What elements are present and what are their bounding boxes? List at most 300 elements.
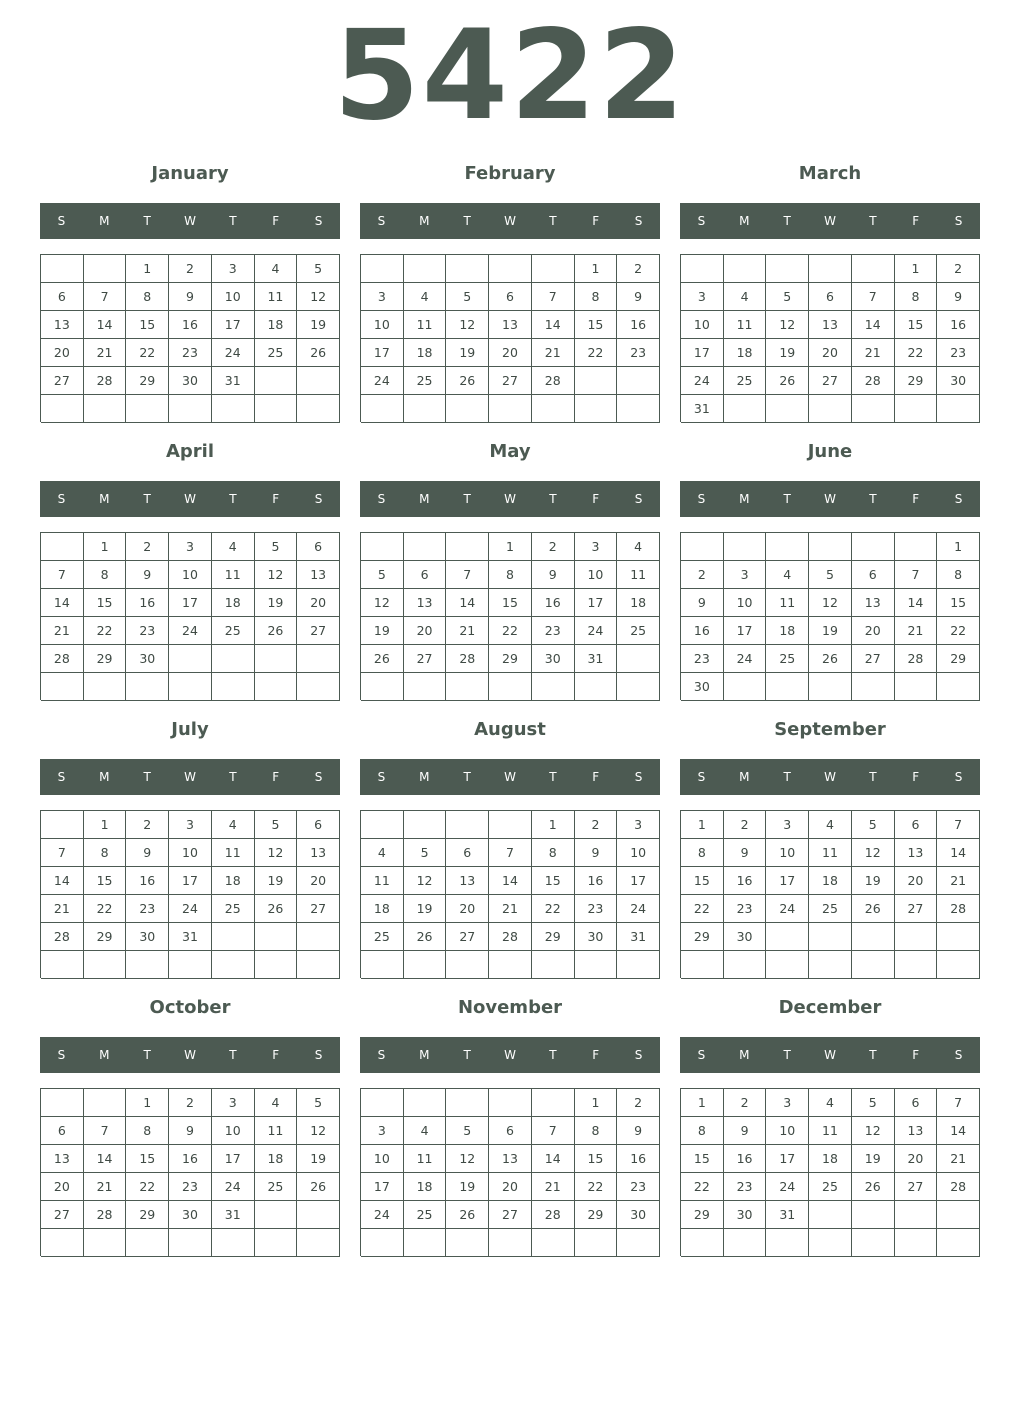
day-cell: 23: [937, 339, 980, 367]
day-cell: 29: [126, 1201, 169, 1229]
empty-cell: [809, 255, 852, 283]
day-cell: 13: [895, 839, 938, 867]
day-cell: 17: [617, 867, 660, 895]
day-cell: 19: [809, 617, 852, 645]
weekday-label: T: [463, 1048, 471, 1062]
day-cell: 27: [297, 895, 340, 923]
weekday-label: S: [377, 214, 386, 228]
day-cell: 18: [766, 617, 809, 645]
day-cell: 1: [126, 1089, 169, 1117]
day-cell: 14: [84, 311, 127, 339]
day-cell: 10: [766, 1117, 809, 1145]
weekday-label: W: [184, 1048, 196, 1062]
day-cell: 1: [84, 811, 127, 839]
day-cell: 28: [937, 1173, 980, 1201]
day-cell: 28: [446, 645, 489, 673]
month-april: [40, 437, 340, 707]
day-cell: 21: [446, 617, 489, 645]
day-cell: 20: [41, 1173, 84, 1201]
day-cell: 26: [446, 367, 489, 395]
empty-cell: [895, 673, 938, 701]
day-cell: 21: [532, 339, 575, 367]
empty-cell: [41, 1089, 84, 1117]
day-cell: 10: [724, 589, 767, 617]
empty-cell: [446, 1089, 489, 1117]
weekday-header: [680, 759, 980, 795]
weekday-label: T: [869, 770, 877, 784]
day-cell: 18: [361, 895, 404, 923]
day-cell: 11: [212, 839, 255, 867]
month-september: [680, 715, 980, 985]
day-cell: 3: [212, 255, 255, 283]
day-cell: 13: [297, 839, 340, 867]
empty-cell: [852, 1229, 895, 1257]
day-cell: 17: [766, 867, 809, 895]
weekday-label: T: [783, 770, 791, 784]
empty-cell: [446, 255, 489, 283]
day-cell: 8: [681, 839, 724, 867]
day-cell: 31: [169, 923, 212, 951]
day-cell: 22: [489, 617, 532, 645]
day-cell: 19: [766, 339, 809, 367]
empty-cell: [766, 673, 809, 701]
empty-cell: [446, 673, 489, 701]
weekday-label: M: [419, 214, 430, 228]
day-cell: 20: [297, 867, 340, 895]
day-cell: 23: [126, 617, 169, 645]
empty-cell: [297, 395, 340, 423]
empty-cell: [489, 1229, 532, 1257]
day-cell: 26: [852, 895, 895, 923]
weekday-label: S: [954, 770, 963, 784]
empty-cell: [126, 395, 169, 423]
day-cell: 25: [617, 617, 660, 645]
day-cell: 26: [766, 367, 809, 395]
weekday-label: M: [739, 1048, 750, 1062]
empty-cell: [169, 645, 212, 673]
day-cell: 22: [84, 895, 127, 923]
empty-cell: [41, 533, 84, 561]
day-cell: 23: [575, 895, 618, 923]
day-cell: 11: [361, 867, 404, 895]
day-cell: 27: [41, 1201, 84, 1229]
day-cell: 15: [937, 589, 980, 617]
empty-cell: [617, 645, 660, 673]
empty-cell: [937, 923, 980, 951]
day-cell: 24: [575, 617, 618, 645]
day-cell: 24: [212, 339, 255, 367]
day-cell: 3: [724, 561, 767, 589]
day-cell: 19: [446, 339, 489, 367]
day-cell: 25: [361, 923, 404, 951]
day-cell: 11: [617, 561, 660, 589]
day-cell: 12: [446, 1145, 489, 1173]
day-cell: 3: [617, 811, 660, 839]
empty-cell: [361, 1089, 404, 1117]
weekday-header: [40, 203, 340, 239]
day-cell: 31: [212, 1201, 255, 1229]
day-cell: 25: [212, 895, 255, 923]
weekday-label: T: [783, 1048, 791, 1062]
empty-cell: [937, 395, 980, 423]
day-cell: 16: [126, 867, 169, 895]
weekday-label: F: [912, 214, 920, 228]
day-cell: 27: [895, 1173, 938, 1201]
day-cell: 19: [361, 617, 404, 645]
day-cell: 15: [681, 867, 724, 895]
day-cell: 10: [212, 283, 255, 311]
day-cell: 21: [895, 617, 938, 645]
empty-cell: [169, 395, 212, 423]
month-january: [40, 159, 340, 429]
weekday-label: S: [697, 1048, 706, 1062]
day-cell: 24: [681, 367, 724, 395]
day-cell: 30: [126, 923, 169, 951]
weekday-label: F: [272, 214, 280, 228]
empty-cell: [724, 395, 767, 423]
day-cell: 28: [84, 1201, 127, 1229]
day-cell: 16: [575, 867, 618, 895]
empty-cell: [84, 395, 127, 423]
weekday-label: W: [504, 770, 516, 784]
day-cell: 10: [169, 561, 212, 589]
month-name: August: [474, 719, 546, 740]
day-cell: 26: [297, 339, 340, 367]
weekday-label: S: [954, 1048, 963, 1062]
empty-cell: [446, 1229, 489, 1257]
day-cell: 14: [895, 589, 938, 617]
empty-cell: [41, 395, 84, 423]
day-cell: 9: [169, 283, 212, 311]
weekday-label: T: [783, 214, 791, 228]
empty-cell: [297, 1201, 340, 1229]
empty-cell: [169, 673, 212, 701]
day-cell: 22: [681, 895, 724, 923]
empty-cell: [446, 951, 489, 979]
day-cell: 9: [126, 561, 169, 589]
day-cell: 5: [297, 1089, 340, 1117]
empty-cell: [766, 951, 809, 979]
day-cell: 22: [532, 895, 575, 923]
day-cell: 13: [446, 867, 489, 895]
day-cell: 29: [126, 367, 169, 395]
weekday-label: T: [143, 1048, 151, 1062]
day-cell: 15: [126, 311, 169, 339]
empty-cell: [489, 811, 532, 839]
empty-cell: [361, 673, 404, 701]
day-cell: 10: [361, 1145, 404, 1173]
day-cell: 29: [575, 1201, 618, 1229]
month-name: January: [151, 163, 229, 184]
day-cell: 13: [41, 311, 84, 339]
empty-cell: [895, 1229, 938, 1257]
day-cell: 20: [809, 339, 852, 367]
empty-cell: [255, 367, 298, 395]
empty-cell: [724, 255, 767, 283]
empty-cell: [575, 1229, 618, 1257]
day-cell: 5: [255, 811, 298, 839]
day-cell: 26: [255, 617, 298, 645]
day-cell: 7: [489, 839, 532, 867]
empty-cell: [809, 923, 852, 951]
day-cell: 25: [404, 367, 447, 395]
day-cell: 24: [617, 895, 660, 923]
empty-cell: [255, 1201, 298, 1229]
weekday-label: W: [824, 770, 836, 784]
weekday-label: W: [504, 492, 516, 506]
weekday-label: S: [314, 1048, 323, 1062]
day-cell: 24: [169, 617, 212, 645]
day-cell: 17: [361, 1173, 404, 1201]
empty-cell: [852, 255, 895, 283]
day-cell: 8: [84, 561, 127, 589]
empty-cell: [809, 673, 852, 701]
day-cell: 7: [446, 561, 489, 589]
day-cell: 11: [255, 1117, 298, 1145]
day-cell: 18: [809, 1145, 852, 1173]
day-cell: 15: [575, 311, 618, 339]
day-cell: 19: [297, 1145, 340, 1173]
day-cell: 10: [169, 839, 212, 867]
day-cell: 1: [84, 533, 127, 561]
day-cell: 24: [361, 1201, 404, 1229]
day-cell: 8: [575, 283, 618, 311]
day-cell: 14: [84, 1145, 127, 1173]
day-cell: 18: [255, 311, 298, 339]
day-cell: 18: [724, 339, 767, 367]
weekday-label: T: [229, 492, 237, 506]
day-cell: 21: [852, 339, 895, 367]
empty-cell: [575, 367, 618, 395]
month-december: [680, 993, 980, 1263]
empty-cell: [84, 951, 127, 979]
day-cell: 2: [617, 1089, 660, 1117]
day-cell: 6: [489, 283, 532, 311]
day-cell: 28: [84, 367, 127, 395]
day-cell: 24: [766, 895, 809, 923]
day-cell: 14: [532, 311, 575, 339]
weekday-label: S: [954, 214, 963, 228]
day-cell: 21: [489, 895, 532, 923]
weekday-label: S: [377, 492, 386, 506]
day-cell: 5: [766, 283, 809, 311]
empty-cell: [297, 1229, 340, 1257]
day-cell: 1: [489, 533, 532, 561]
empty-cell: [617, 673, 660, 701]
month-august: [360, 715, 660, 985]
day-cell: 15: [575, 1145, 618, 1173]
month-name: November: [457, 997, 563, 1018]
day-cell: 6: [446, 839, 489, 867]
day-cell: 28: [41, 923, 84, 951]
day-cell: 30: [681, 673, 724, 701]
month-name: April: [165, 441, 215, 462]
empty-cell: [361, 811, 404, 839]
day-cell: 28: [489, 923, 532, 951]
empty-cell: [852, 533, 895, 561]
day-cell: 29: [937, 645, 980, 673]
day-cell: 4: [361, 839, 404, 867]
empty-cell: [489, 255, 532, 283]
day-cell: 26: [404, 923, 447, 951]
day-cell: 4: [404, 1117, 447, 1145]
day-cell: 11: [809, 1117, 852, 1145]
day-cell: 10: [361, 311, 404, 339]
day-cell: 31: [617, 923, 660, 951]
day-cell: 5: [404, 839, 447, 867]
day-cell: 29: [681, 923, 724, 951]
day-cell: 30: [724, 1201, 767, 1229]
empty-cell: [852, 951, 895, 979]
day-grid: [360, 1088, 660, 1256]
day-cell: 27: [297, 617, 340, 645]
day-cell: 18: [809, 867, 852, 895]
day-cell: 4: [617, 533, 660, 561]
day-cell: 13: [489, 1145, 532, 1173]
weekday-header: [360, 203, 660, 239]
day-cell: 7: [84, 283, 127, 311]
day-cell: 9: [126, 839, 169, 867]
day-cell: 25: [809, 1173, 852, 1201]
day-cell: 4: [212, 533, 255, 561]
weekday-label: S: [954, 492, 963, 506]
day-cell: 24: [212, 1173, 255, 1201]
empty-cell: [532, 951, 575, 979]
day-cell: 20: [446, 895, 489, 923]
day-cell: 13: [404, 589, 447, 617]
weekday-label: F: [592, 770, 600, 784]
day-cell: 11: [404, 1145, 447, 1173]
empty-cell: [446, 533, 489, 561]
day-cell: 14: [937, 1117, 980, 1145]
day-cell: 3: [361, 283, 404, 311]
day-cell: 12: [852, 839, 895, 867]
day-cell: 11: [724, 311, 767, 339]
empty-cell: [617, 395, 660, 423]
day-cell: 17: [169, 867, 212, 895]
day-cell: 22: [126, 339, 169, 367]
empty-cell: [361, 533, 404, 561]
day-grid: [40, 532, 340, 700]
day-cell: 20: [895, 867, 938, 895]
day-grid: [360, 254, 660, 422]
weekday-label: T: [869, 1048, 877, 1062]
day-cell: 15: [532, 867, 575, 895]
day-cell: 25: [724, 367, 767, 395]
day-cell: 2: [532, 533, 575, 561]
day-cell: 21: [532, 1173, 575, 1201]
empty-cell: [532, 255, 575, 283]
day-grid: [40, 1088, 340, 1256]
day-cell: 29: [489, 645, 532, 673]
day-cell: 24: [169, 895, 212, 923]
weekday-label: W: [504, 214, 516, 228]
day-cell: 27: [404, 645, 447, 673]
day-cell: 14: [41, 589, 84, 617]
day-cell: 15: [84, 589, 127, 617]
day-cell: 26: [852, 1173, 895, 1201]
day-cell: 12: [446, 311, 489, 339]
day-cell: 6: [895, 811, 938, 839]
empty-cell: [489, 673, 532, 701]
month-may: [360, 437, 660, 707]
day-cell: 17: [361, 339, 404, 367]
day-cell: 15: [126, 1145, 169, 1173]
empty-cell: [809, 951, 852, 979]
weekday-label: T: [549, 492, 557, 506]
year-title: 5422: [333, 4, 687, 148]
day-cell: 24: [766, 1173, 809, 1201]
day-cell: 10: [681, 311, 724, 339]
day-cell: 19: [852, 867, 895, 895]
day-cell: 9: [169, 1117, 212, 1145]
empty-cell: [255, 673, 298, 701]
day-cell: 21: [41, 895, 84, 923]
day-cell: 14: [937, 839, 980, 867]
day-cell: 11: [809, 839, 852, 867]
day-cell: 5: [446, 1117, 489, 1145]
month-name: March: [798, 163, 862, 184]
day-cell: 5: [852, 1089, 895, 1117]
empty-cell: [297, 673, 340, 701]
day-cell: 30: [575, 923, 618, 951]
empty-cell: [126, 951, 169, 979]
weekday-label: M: [419, 492, 430, 506]
day-cell: 21: [84, 1173, 127, 1201]
weekday-header: [680, 203, 980, 239]
month-name: December: [778, 997, 882, 1018]
day-cell: 17: [681, 339, 724, 367]
day-cell: 9: [532, 561, 575, 589]
weekday-label: F: [592, 492, 600, 506]
day-cell: 23: [126, 895, 169, 923]
empty-cell: [937, 1201, 980, 1229]
weekday-label: T: [463, 770, 471, 784]
empty-cell: [766, 533, 809, 561]
empty-cell: [212, 1229, 255, 1257]
weekday-label: S: [57, 492, 66, 506]
weekday-label: F: [912, 492, 920, 506]
weekday-label: F: [912, 1048, 920, 1062]
empty-cell: [681, 533, 724, 561]
month-june: [680, 437, 980, 707]
day-cell: 7: [937, 811, 980, 839]
empty-cell: [126, 673, 169, 701]
day-cell: 29: [84, 923, 127, 951]
day-cell: 24: [361, 367, 404, 395]
day-cell: 7: [937, 1089, 980, 1117]
empty-cell: [404, 533, 447, 561]
empty-cell: [532, 395, 575, 423]
day-cell: 8: [895, 283, 938, 311]
weekday-label: W: [824, 1048, 836, 1062]
empty-cell: [724, 951, 767, 979]
day-cell: 6: [489, 1117, 532, 1145]
day-cell: 1: [126, 255, 169, 283]
day-cell: 9: [617, 1117, 660, 1145]
weekday-label: F: [272, 1048, 280, 1062]
weekday-header: [680, 1037, 980, 1073]
day-cell: 17: [212, 1145, 255, 1173]
day-cell: 12: [809, 589, 852, 617]
weekday-label: M: [739, 770, 750, 784]
day-cell: 25: [255, 339, 298, 367]
empty-cell: [532, 673, 575, 701]
day-cell: 3: [212, 1089, 255, 1117]
day-cell: 2: [575, 811, 618, 839]
empty-cell: [617, 951, 660, 979]
day-cell: 31: [681, 395, 724, 423]
